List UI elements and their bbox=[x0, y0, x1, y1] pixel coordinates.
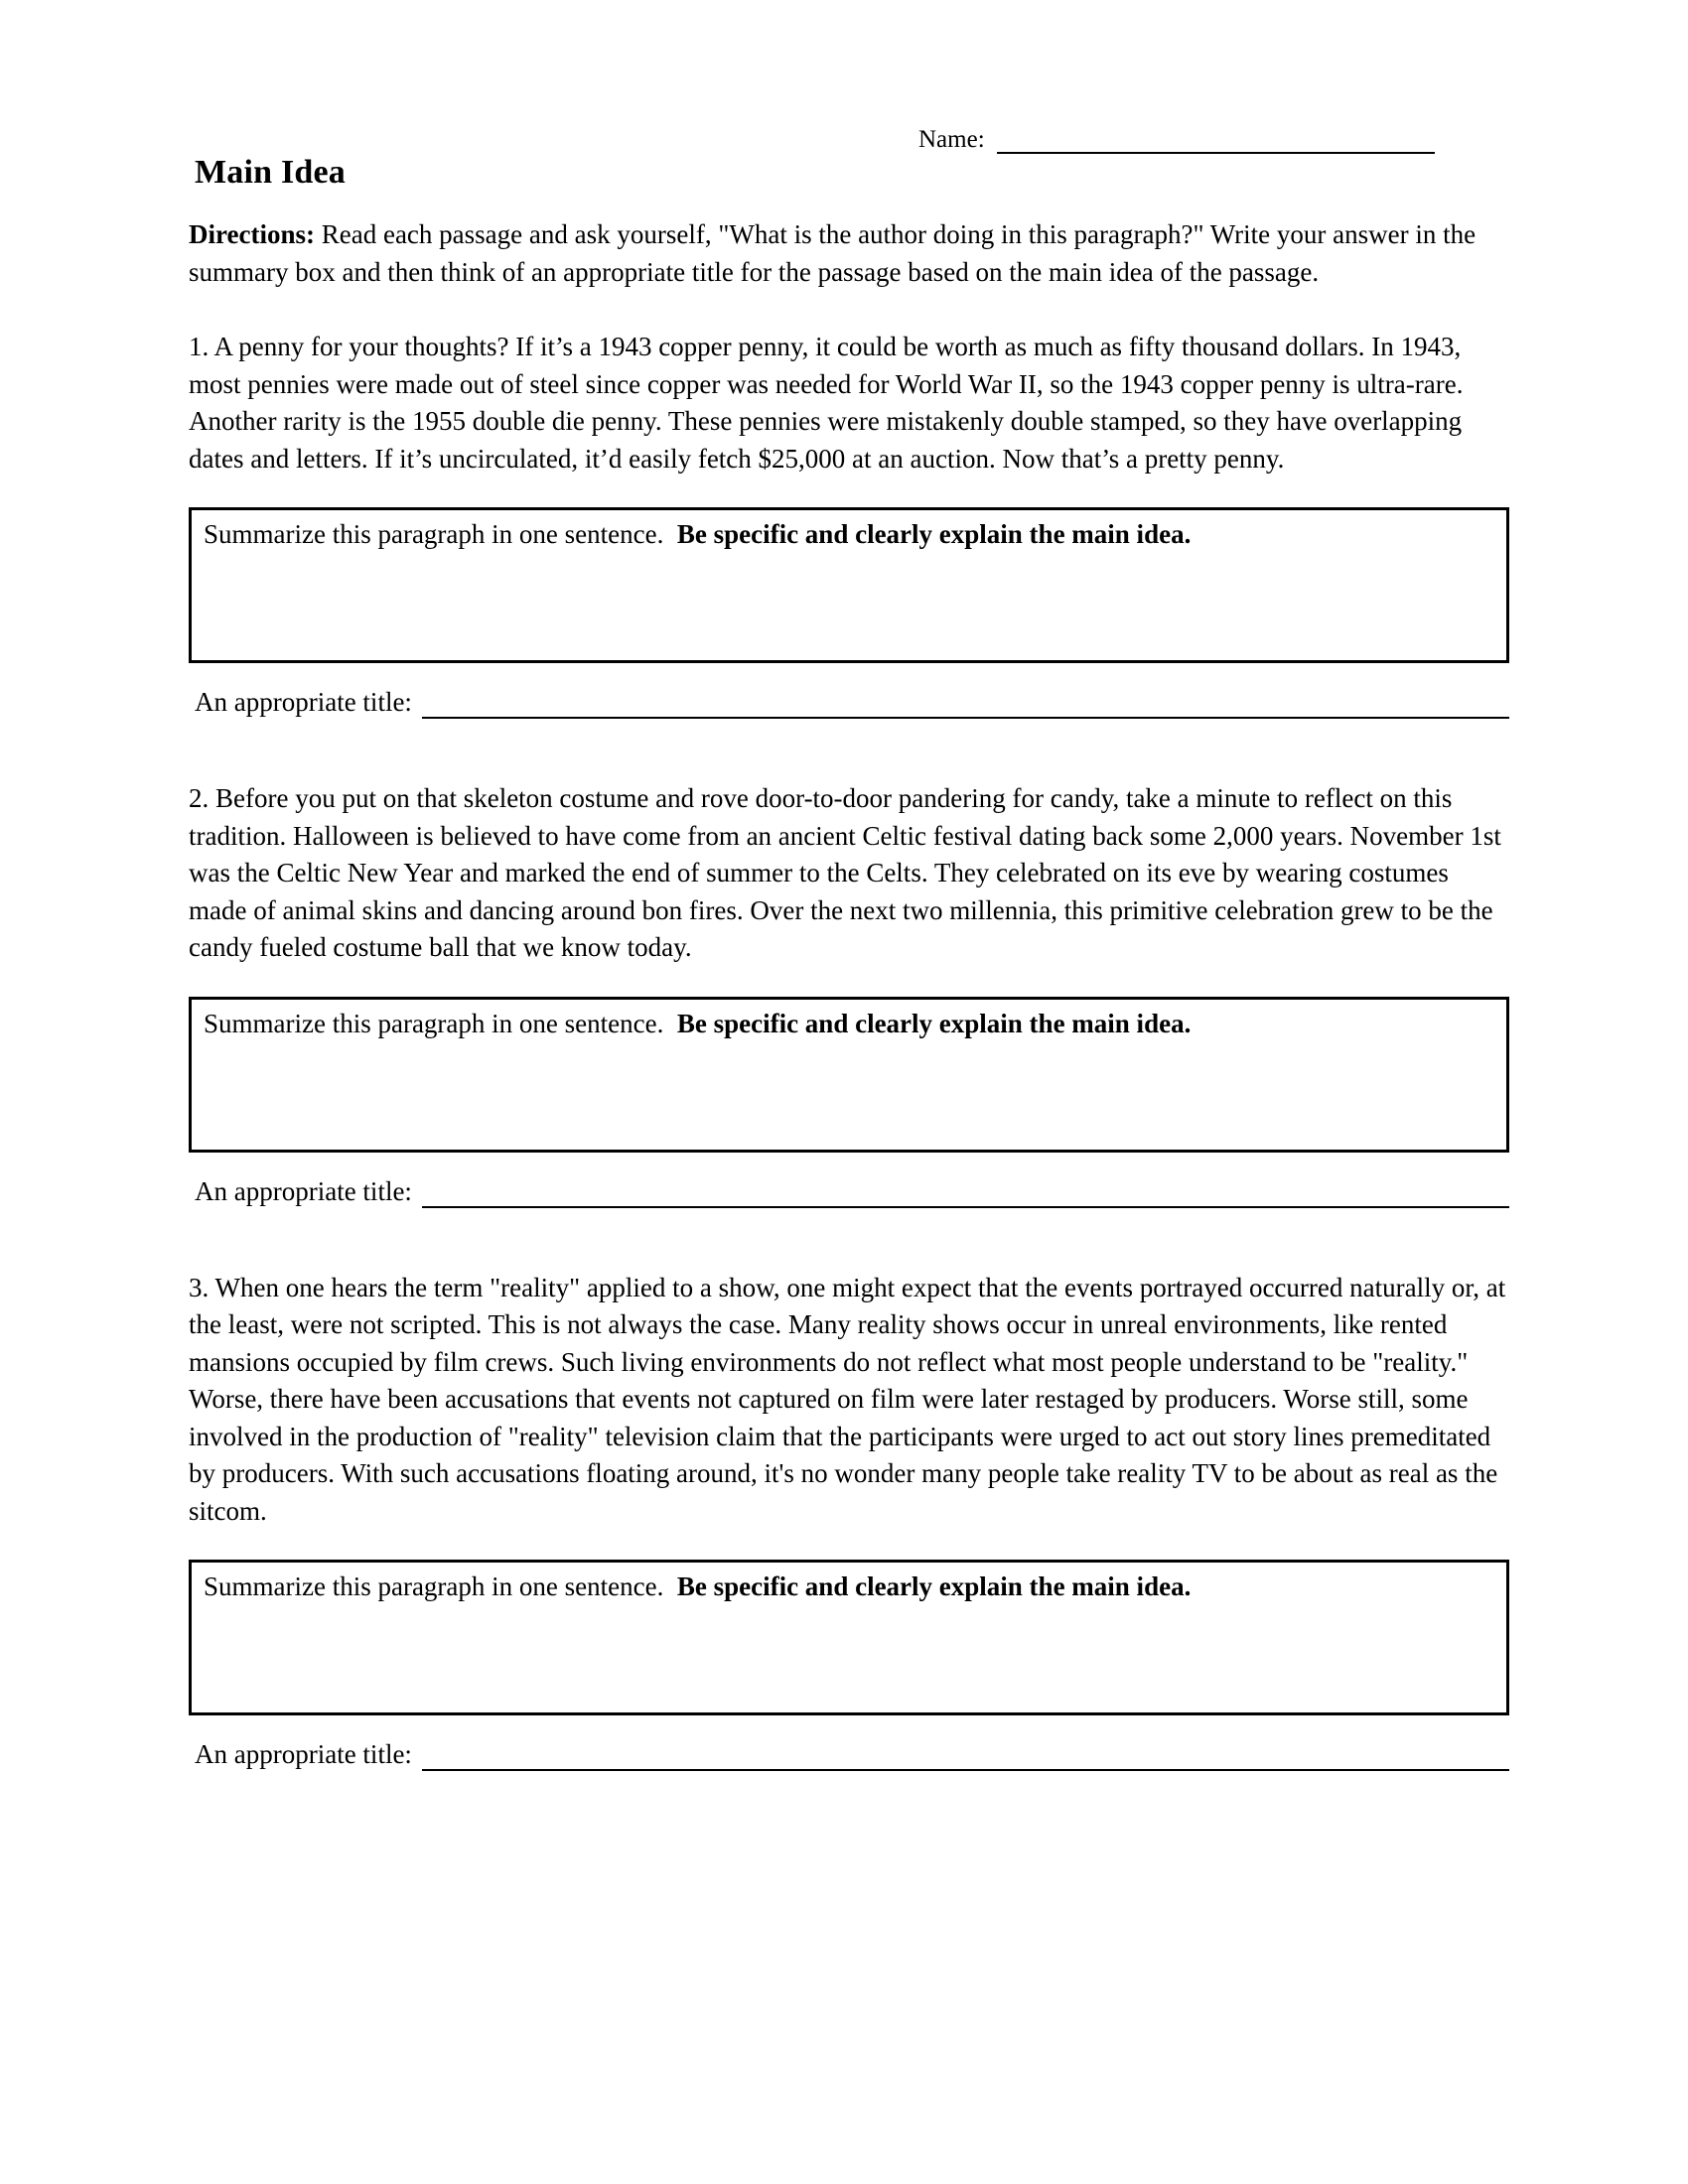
summary-prompt-bold: Be specific and clearly explain the main idea. bbox=[676, 1008, 1192, 1038]
name-label: Name: bbox=[918, 126, 985, 153]
summary-box-2[interactable] bbox=[189, 997, 1509, 1153]
worksheet-content bbox=[189, 216, 1509, 1771]
summary-prompt-regular: Summarize this paragraph in one sentence. bbox=[204, 1008, 664, 1038]
directions-label: Directions: bbox=[189, 219, 315, 249]
spacer bbox=[189, 663, 1509, 689]
summary-prompt-regular: Summarize this paragraph in one sentence. bbox=[204, 1571, 664, 1601]
spacer bbox=[189, 1715, 1509, 1741]
summary-prompt-2 bbox=[204, 1007, 1506, 1040]
name-field-row bbox=[918, 127, 1435, 154]
summary-box-1[interactable] bbox=[189, 507, 1509, 663]
page-title: Main Idea bbox=[195, 154, 346, 191]
spacer bbox=[189, 1530, 1509, 1560]
summary-prompt-regular: Summarize this paragraph in one sentence. bbox=[204, 519, 664, 549]
appropriate-title-label: An appropriate title: bbox=[195, 1175, 412, 1206]
passage-3-text: 3. When one hears the term "reality" applied to a show, one might expect that the events portrayed occurred naturally or, at the least, were not scripted. This is not always the case. Many reality shows occur in unreal environments, like rented mansions occupied by film crews. Such living environments do not reflect what most people understand to be "reality." Worse, there have been accusations that events not captured on film were later restaged by producers. Worse still, some involved in the production of "reality" television claim that the participants were urged to act out story lines premeditated by producers. With such accusations floating around, it's no wonder many people take reality TV to be about as real as the sitcom. bbox=[189, 1272, 1506, 1526]
spacer bbox=[189, 719, 1509, 780]
directions-text: Read each passage and ask yourself, "What is the author doing in this paragraph?" Write your answer in the summary box and then think of an appropriate title for the passage based on the main idea of the passage. bbox=[189, 219, 1477, 287]
name-input-rule[interactable] bbox=[997, 130, 1435, 154]
spacer bbox=[189, 1208, 1509, 1270]
appropriate-title-input-rule-2[interactable] bbox=[422, 1186, 1509, 1208]
appropriate-title-input-rule-1[interactable] bbox=[422, 697, 1509, 719]
spacer bbox=[189, 967, 1509, 997]
summary-prompt-bold: Be specific and clearly explain the main idea. bbox=[676, 1571, 1192, 1601]
summary-prompt-1 bbox=[204, 517, 1506, 551]
summary-box-3[interactable] bbox=[189, 1560, 1509, 1715]
appropriate-title-row-1 bbox=[189, 689, 1509, 719]
summary-prompt-3 bbox=[204, 1570, 1506, 1603]
summary-prompt-bold: Be specific and clearly explain the main idea. bbox=[676, 519, 1192, 549]
appropriate-title-input-rule-3[interactable] bbox=[422, 1749, 1509, 1771]
passage-1-text: 1. A penny for your thoughts? If it’s a 1943 copper penny, it could be worth as much as fifty thousand dollars. In 1943, most pennies were made out of steel since copper was needed for World War II, so the 1943 copper penny is ultra-rare. Another rarity is the 1955 double die penny. These pennies were mistakenly double stamped, so they have overlapping dates and letters. If it’s uncirculated, it’d easily fetch $25,000 at an auction. Now that’s a pretty penny. bbox=[189, 332, 1464, 474]
appropriate-title-row-2 bbox=[189, 1175, 1509, 1208]
appropriate-title-row-3 bbox=[189, 1741, 1509, 1771]
directions-paragraph bbox=[189, 216, 1509, 291]
spacer bbox=[189, 291, 1509, 329]
spacer bbox=[189, 478, 1509, 507]
appropriate-title-label: An appropriate title: bbox=[195, 687, 412, 717]
spacer bbox=[189, 1153, 1509, 1178]
passage-2-text: 2. Before you put on that skeleton costume and rove door-to-door pandering for candy, take a minute to reflect on this tradition. Halloween is believed to have come from an ancient Celtic festival dating back some 2,000 years. November 1st was the Celtic New Year and marked the end of summer to the Celts. They celebrated on its eve by wearing costumes made of animal skins and dancing around bon fires. Over the next two millennia, this primitive celebration grew to be the candy fueled costume ball that we know today. bbox=[189, 783, 1501, 962]
appropriate-title-label: An appropriate title: bbox=[195, 1739, 412, 1769]
